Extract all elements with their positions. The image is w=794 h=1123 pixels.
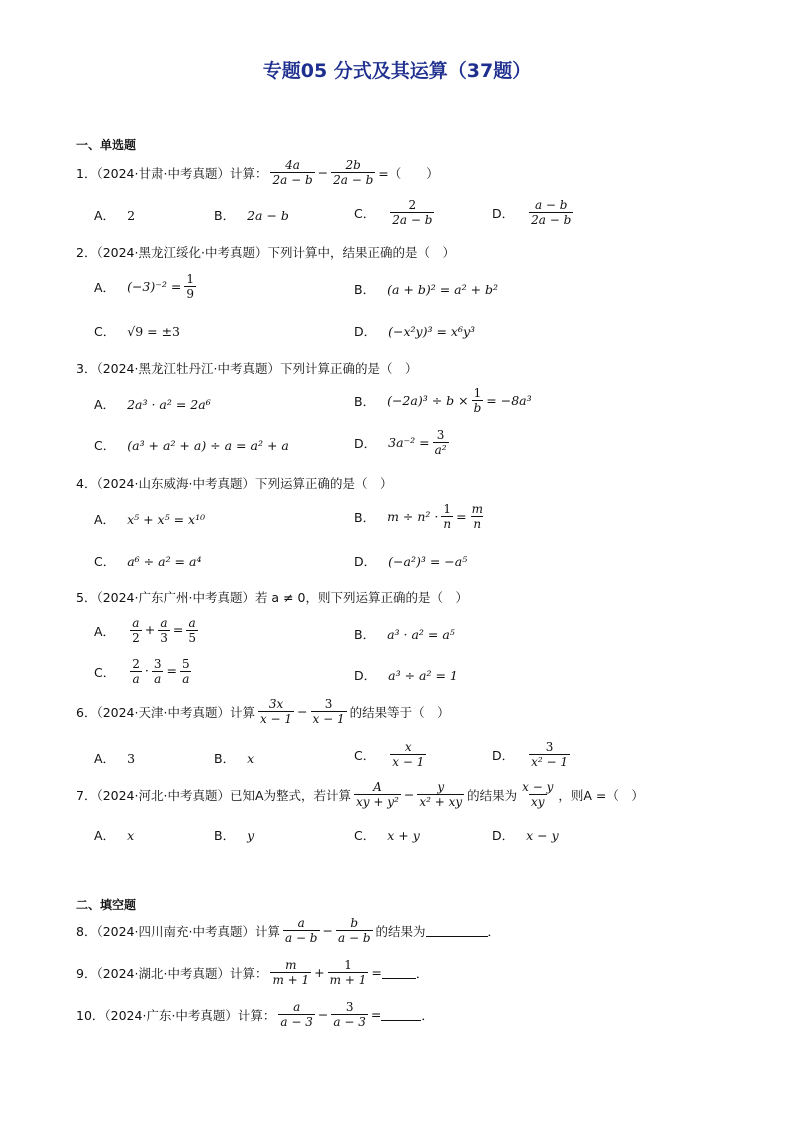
operator: = [166, 663, 177, 679]
q4-option-d: D． (−a²)³ = −a⁵ [354, 553, 468, 569]
q1-option-b: B． 2a − b [214, 207, 289, 223]
fraction: $\frac{a}{3}$ [160, 616, 168, 646]
page-title: 专题05 分式及其运算（37题） [262, 60, 532, 82]
q3-option-a: A． 2a³ · a² = 2a⁶ [94, 396, 211, 412]
fraction: $\frac{a}{2}$ [132, 616, 140, 646]
question-1: 1．（2024·甘肃·中考真题）计算： $\frac{4a}{2a - b}$ − $\frac{2b}{2a - b}$ =（ ） [76, 158, 439, 188]
q5-option-c: C． $\frac{2}{a}$ · $\frac{3}{a}$ = $\frac{5}{a}$ [94, 657, 190, 687]
operator: · [144, 663, 149, 679]
question-6: 6．（2024·天津·中考真题）计算 $\frac{3x}{x - 1}$ − $\frac{3}{x - 1}$ 的结果等于（ ） [76, 697, 450, 727]
q4-option-c: C． a⁶ ÷ a² = a⁴ [94, 553, 202, 569]
q1-option-c: C． $\frac{2}{2a - b}$ [354, 198, 433, 228]
q6-option-b: B． x [214, 750, 255, 766]
q4-option-b: B． m ÷ n² · $\frac{1}{n}$ = $\frac{m}{n}$ [354, 502, 483, 532]
question-2: 2．（2024·黑龙江绥化·中考真题）下列计算中，结果正确的是（ ） [76, 245, 455, 260]
q7-option-c: C． x + y [354, 827, 420, 843]
q7-option-d: D． x − y [492, 827, 559, 843]
fraction: $\frac{5}{a}$ [181, 657, 190, 687]
fraction: $\frac{2}{a}$ [132, 657, 140, 687]
question-7: 7．（2024·河北·中考真题）已知A为整式，若计算 $\frac{A}{\text{xy + y²}}$ − $\frac{y}{\text{x² + xy}}$ 的结果为 $\frac{x - y}{xy}$ ，则A =（ ） [76, 780, 644, 810]
q3-option-c: C． (a³ + a² + a) ÷ a = a² + a [94, 437, 289, 453]
fraction: $\frac{a}{5}$ [188, 616, 196, 646]
q1-option-a: A． 2 [94, 207, 136, 223]
q1-option-d: D． $\frac{a - b}{2a - b}$ [492, 198, 572, 228]
fraction: $\frac{3}{a}$ [153, 657, 162, 687]
fraction: $\frac{4a}{2a - b}$ [272, 158, 313, 188]
operator: = [172, 622, 184, 638]
q5-option-b: B． a³ · a² = a⁵ [354, 626, 455, 642]
section-heading-single-choice: 一、单选题 [76, 138, 137, 152]
q6-option-c: C． $\frac{x}{x - 1}$ [354, 740, 425, 770]
q7-option-b: B． y [214, 827, 255, 843]
answer-blank[interactable] [426, 924, 488, 937]
section-heading-fill-in: 二、填空题 [76, 898, 137, 912]
q6-option-d: D． $\frac{3}{\text{x² − 1}}$ [492, 740, 569, 770]
question-10: 10．（2024·广东·中考真题）计算： $\frac{a}{a - 3}$ − $\frac{3}{a - 3}$ = ． [76, 1000, 434, 1030]
fraction: $\frac{2b}{2a - b}$ [333, 158, 374, 188]
q5-option-d: D． a³ ÷ a² = 1 [354, 667, 458, 683]
q3-option-d: D． 3a⁻² = $\frac{3}{\text{a²}}$ [354, 428, 447, 458]
q5-option-a: A． $\frac{a}{2}$ + $\frac{a}{3}$ = $\frac{a}{5}$ [94, 616, 196, 646]
answer-blank[interactable] [382, 966, 416, 979]
q2-option-a: A． (−3)⁻² = $\frac{1}{9}$ [94, 272, 194, 302]
operator: + [144, 622, 156, 638]
question-3: 3．（2024·黑龙江牡丹江·中考真题）下列计算正确的是（ ） [76, 361, 418, 376]
question-4: 4．（2024·山东威海·中考真题）下列运算正确的是（ ） [76, 476, 393, 491]
q2-option-c: C． √9 = ±3 [94, 323, 180, 339]
q7-option-a: A． x [94, 827, 135, 843]
question-8: 8．（2024·四川南充·中考真题）计算 $\frac{a}{a - b}$ − $\frac{b}{a - b}$ 的结果为 ． [76, 916, 501, 946]
q6-option-a: A． 3 [94, 750, 136, 766]
q2-option-d: D． (−x²y)³ = x⁶y³ [354, 323, 476, 339]
question-5: 5．（2024·广东广州·中考真题）若 a ≠ 0，则下列运算正确的是（ ） [76, 590, 468, 605]
q4-option-a: A． x⁵ + x⁵ = x¹⁰ [94, 511, 206, 527]
q2-option-b: B． (a + b)² = a² + b² [354, 281, 499, 297]
q3-option-b: B． (−2a)³ ÷ b × $\frac{1}{b}$ = −8a³ [354, 386, 532, 416]
answer-blank[interactable] [381, 1008, 421, 1021]
question-9: 9．（2024·湖北·中考真题）计算： $\frac{m}{m + 1}$ + $\frac{1}{m + 1}$ = ． [76, 958, 429, 988]
